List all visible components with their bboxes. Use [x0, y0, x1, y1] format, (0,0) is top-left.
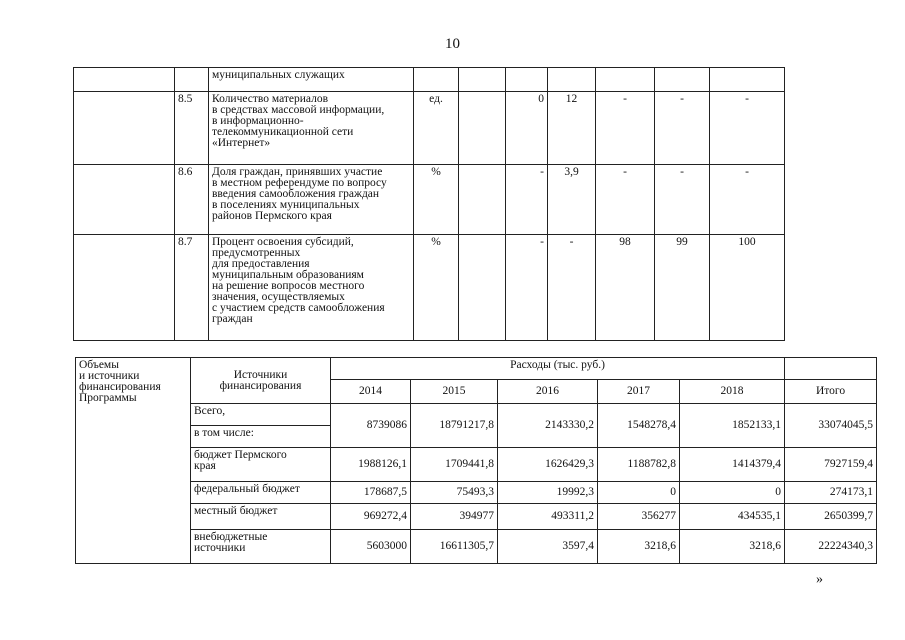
indicator-value: - [655, 165, 710, 235]
indicator-value [506, 68, 548, 92]
funding-value: 19992,3 [498, 482, 598, 504]
indicator-value: 12 [548, 92, 596, 165]
funding-value: 22224340,3 [785, 530, 877, 564]
indicator-value [710, 68, 785, 92]
funding-value: 356277 [598, 504, 680, 530]
total-value: 18791217,8 [411, 404, 498, 448]
funding-row [76, 482, 877, 504]
indicator-value: - [506, 235, 548, 341]
total-value: 8739086 [331, 404, 411, 448]
indicator-value: - [596, 165, 655, 235]
blank-cell [74, 68, 175, 92]
indicator-value: - [655, 92, 710, 165]
year-header: 2017 [598, 380, 680, 404]
indicator-value: 3,9 [548, 165, 596, 235]
total-value: 2143330,2 [498, 404, 598, 448]
indicator-value [459, 68, 506, 92]
indicator-value [655, 68, 710, 92]
funding-value: 3597,4 [498, 530, 598, 564]
including-label: в том числе: [191, 426, 331, 448]
funding-row [76, 448, 877, 482]
closing-quote: » [816, 572, 823, 587]
funding-value: 0 [680, 482, 785, 504]
year-header: 2015 [411, 380, 498, 404]
funding-value: 1626429,3 [498, 448, 598, 482]
funding-value: 3218,6 [598, 530, 680, 564]
indicator-unit: ед. [414, 92, 459, 165]
expenses-header: Расходы (тыс. руб.) [331, 358, 785, 380]
indicator-row [74, 165, 785, 235]
indicator-value [459, 165, 506, 235]
funding-table [75, 357, 877, 564]
indicator-row [74, 68, 785, 92]
indicator-name: муниципальных служащих [209, 68, 414, 92]
blank-cell [74, 92, 175, 165]
indicator-value: 98 [596, 235, 655, 341]
funding-value: 16611305,7 [411, 530, 498, 564]
source-name: бюджет Пермского края [191, 448, 331, 482]
source-name: внебюджетные источники [191, 530, 331, 564]
funding-label: Объемы и источники финансирования Программы [76, 358, 191, 564]
blank-cell [74, 235, 175, 341]
total-value: 1548278,4 [598, 404, 680, 448]
funding-value: 5603000 [331, 530, 411, 564]
indicator-name: Количество материалов в средствах массовой информации, в информационно- телекоммуникационной сети «Интернет» [209, 92, 414, 165]
indicator-value [459, 92, 506, 165]
source-name: местный бюджет [191, 504, 331, 530]
blank-header-cell [785, 358, 877, 380]
indicator-row [74, 235, 785, 341]
sources-header: Источники финансирования [191, 358, 331, 404]
funding-value: 75493,3 [411, 482, 498, 504]
indicator-value: - [506, 165, 548, 235]
funding-row [76, 530, 877, 564]
indicator-value: - [596, 92, 655, 165]
total-label: Всего, [191, 404, 331, 426]
indicator-value: - [710, 165, 785, 235]
funding-value: 394977 [411, 504, 498, 530]
indicator-unit: % [414, 165, 459, 235]
funding-value: 493311,2 [498, 504, 598, 530]
indicator-value: 99 [655, 235, 710, 341]
year-header: 2014 [331, 380, 411, 404]
funding-value: 969272,4 [331, 504, 411, 530]
funding-value: 0 [598, 482, 680, 504]
page-number: 10 [445, 36, 460, 52]
source-name: федеральный бюджет [191, 482, 331, 504]
indicator-number: 8.6 [175, 165, 209, 235]
total-value: 33074045,5 [785, 404, 877, 448]
blank-cell [74, 165, 175, 235]
funding-row [76, 504, 877, 530]
indicator-row [74, 92, 785, 165]
indicator-unit: % [414, 235, 459, 341]
indicator-number: 8.7 [175, 235, 209, 341]
indicator-value: 100 [710, 235, 785, 341]
funding-value: 178687,5 [331, 482, 411, 504]
funding-value: 434535,1 [680, 504, 785, 530]
funding-value: 1414379,4 [680, 448, 785, 482]
indicator-value [459, 235, 506, 341]
indicator-value [548, 68, 596, 92]
funding-value: 1709441,8 [411, 448, 498, 482]
indicator-number: 8.5 [175, 92, 209, 165]
indicator-value: - [710, 92, 785, 165]
indicator-value: - [548, 235, 596, 341]
indicators-table [73, 67, 785, 341]
total-header: Итого [785, 380, 877, 404]
funding-value: 3218,6 [680, 530, 785, 564]
indicator-name: Процент освоения субсидий, предусмотренных для предоставления муниципальным образованиям на решение вопросов местного значения, осуществляемых с участием средств самообложения граждан [209, 235, 414, 341]
year-header: 2018 [680, 380, 785, 404]
funding-value: 1988126,1 [331, 448, 411, 482]
indicator-unit [414, 68, 459, 92]
funding-value: 1188782,8 [598, 448, 680, 482]
year-header: 2016 [498, 380, 598, 404]
total-value: 1852133,1 [680, 404, 785, 448]
indicator-value [596, 68, 655, 92]
indicator-value: 0 [506, 92, 548, 165]
funding-value: 274173,1 [785, 482, 877, 504]
indicator-number [175, 68, 209, 92]
funding-value: 2650399,7 [785, 504, 877, 530]
indicator-name: Доля граждан, принявших участие в местном референдуме по вопросу введения самообложения граждан в поселениях муниципальных районов Пермского края [209, 165, 414, 235]
funding-value: 7927159,4 [785, 448, 877, 482]
